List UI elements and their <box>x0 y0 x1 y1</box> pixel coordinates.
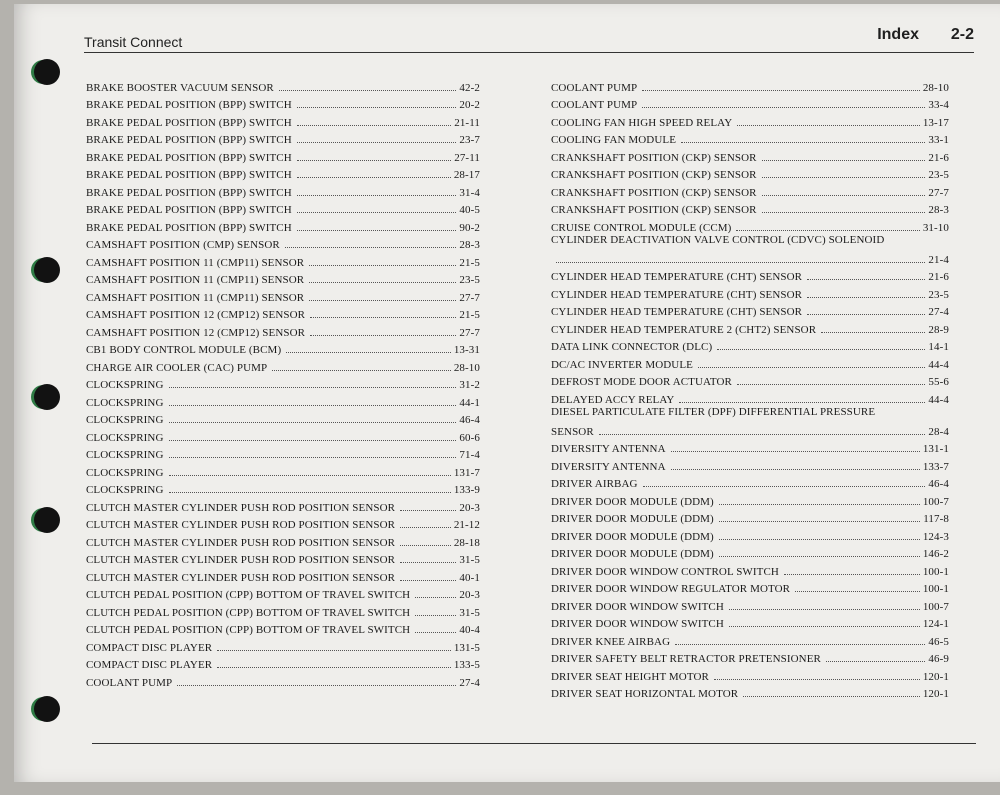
dot-leader <box>784 573 920 575</box>
index-term-continued: SENSOR <box>551 425 594 438</box>
dot-leader <box>217 666 451 668</box>
index-entry <box>551 283 949 301</box>
index-term: DRIVER DOOR MODULE (DDM) <box>551 513 714 525</box>
index-entry <box>86 619 480 637</box>
index-term: COOLING FAN MODULE <box>551 134 677 146</box>
dot-leader <box>762 194 926 196</box>
dot-leader <box>795 590 920 592</box>
dot-leader <box>719 555 920 557</box>
index-page-ref: 23-5 <box>459 274 480 286</box>
index-term: COMPACT DISC PLAYER <box>86 659 213 671</box>
index-page-ref: 28-3 <box>928 204 949 216</box>
dot-leader <box>736 229 919 231</box>
dot-leader <box>719 538 920 540</box>
index-page-ref: 133-9 <box>453 484 480 496</box>
index-page-ref: 28-4 <box>928 425 949 438</box>
index-entry <box>86 94 480 112</box>
index-page-ref: 31-4 <box>459 186 480 199</box>
index-entry <box>86 269 480 287</box>
dot-leader <box>400 561 456 563</box>
index-page-ref: 27-7 <box>459 326 480 339</box>
index-page-ref: 40-1 <box>459 571 480 584</box>
index-entry <box>86 566 480 584</box>
dot-leader <box>400 509 456 511</box>
index-entry <box>86 76 480 94</box>
dot-leader <box>400 579 456 581</box>
index-page-ref: 44-4 <box>928 358 949 371</box>
index-page-ref: 21-6 <box>928 271 949 283</box>
index-term: BRAKE PEDAL POSITION (BPP) SWITCH <box>86 134 292 146</box>
index-page-ref: 27-4 <box>928 306 949 318</box>
index-entry <box>86 356 480 374</box>
index-page-ref: 133-7 <box>922 460 949 473</box>
index-entry <box>86 531 480 549</box>
index-entry <box>86 216 480 234</box>
index-page-ref: 31-5 <box>459 606 480 619</box>
dot-leader <box>400 526 451 528</box>
dot-leader <box>169 404 457 406</box>
index-page-ref: 42-2 <box>459 81 480 94</box>
index-entry <box>551 578 949 596</box>
index-term: CLUTCH PEDAL POSITION (CPP) BOTTOM OF TRAVEL SWITCH <box>86 606 411 619</box>
index-column-right <box>551 76 949 700</box>
index-entry <box>86 444 480 462</box>
index-entry <box>551 164 949 182</box>
index-page-ref: 23-7 <box>459 134 480 146</box>
dot-leader <box>309 281 456 283</box>
index-term: BRAKE PEDAL POSITION (BPP) SWITCH <box>86 116 292 129</box>
index-term: COOLANT PUMP <box>551 81 638 94</box>
index-entry <box>551 406 949 438</box>
index-entry <box>551 234 949 266</box>
dot-leader <box>671 468 920 470</box>
dot-leader <box>807 296 925 298</box>
index-page-ref: 71-4 <box>459 449 480 461</box>
index-page-ref: 33-1 <box>928 134 949 146</box>
dot-leader <box>297 159 451 161</box>
index-term: CYLINDER HEAD TEMPERATURE (CHT) SENSOR <box>551 288 803 301</box>
dot-leader <box>642 106 925 108</box>
dot-leader <box>698 366 925 368</box>
index-page-ref: 23-5 <box>928 288 949 301</box>
index-term: CAMSHAFT POSITION 12 (CMP12) SENSOR <box>86 326 306 339</box>
index-page-ref: 120-1 <box>922 688 949 700</box>
index-page-ref: 46-4 <box>928 478 949 490</box>
index-term: CLOCKSPRING <box>86 484 164 496</box>
index-page-ref: 100-7 <box>922 495 949 508</box>
dot-leader <box>671 450 920 452</box>
index-page-ref: 28-10 <box>922 81 949 94</box>
index-entry <box>86 286 480 304</box>
index-entry <box>86 251 480 269</box>
index-page-ref: 20-3 <box>459 501 480 514</box>
dot-leader <box>821 331 925 333</box>
index-term: CLUTCH MASTER CYLINDER PUSH ROD POSITION SENSOR <box>86 536 396 549</box>
index-entry <box>551 438 949 456</box>
index-term: DIVERSITY ANTENNA <box>551 460 666 473</box>
index-term: BRAKE PEDAL POSITION (BPP) SWITCH <box>86 169 292 181</box>
index-page-ref: 117-8 <box>923 513 949 525</box>
index-term: CLOCKSPRING <box>86 379 164 391</box>
index-page-ref: 27-4 <box>459 676 480 689</box>
index-page-ref: 28-10 <box>453 361 480 374</box>
index-entry <box>86 304 480 322</box>
dot-leader <box>681 141 925 143</box>
index-term: CRANKSHAFT POSITION (CKP) SENSOR <box>551 186 757 199</box>
binder-hole <box>34 257 60 283</box>
dot-leader <box>297 141 457 143</box>
dot-leader <box>415 631 456 633</box>
index-term: COOLANT PUMP <box>551 99 638 111</box>
index-entry <box>551 665 949 683</box>
dot-leader <box>217 649 451 651</box>
dot-leader <box>415 614 456 616</box>
index-page-ref: 14-1 <box>928 341 949 353</box>
index-entry <box>86 146 480 164</box>
index-term: CAMSHAFT POSITION 12 (CMP12) SENSOR <box>86 309 306 321</box>
index-page-ref: 13-17 <box>922 116 949 129</box>
dot-leader <box>679 401 925 403</box>
index-term: CLUTCH PEDAL POSITION (CPP) BOTTOM OF TRAVEL SWITCH <box>86 589 411 601</box>
page-number: 2-2 <box>950 26 974 43</box>
section-label: Index <box>877 26 919 43</box>
index-entry <box>551 94 949 112</box>
index-entry <box>86 339 480 357</box>
dot-leader <box>310 334 456 336</box>
index-entry <box>551 508 949 526</box>
binder-hole <box>34 59 60 85</box>
index-term: CRANKSHAFT POSITION (CKP) SENSOR <box>551 151 757 164</box>
dot-leader <box>309 299 456 301</box>
index-page-ref: 23-5 <box>928 169 949 181</box>
index-term: DRIVER SAFETY BELT RETRACTOR PRETENSIONER <box>551 653 821 665</box>
index-term: DATA LINK CONNECTOR (DLC) <box>551 341 713 353</box>
dot-leader <box>400 544 451 546</box>
dot-leader <box>762 159 926 161</box>
dot-leader <box>643 485 926 487</box>
dot-leader <box>286 351 451 353</box>
index-page-ref: 131-7 <box>453 466 480 479</box>
index-entry <box>551 613 949 631</box>
dot-leader <box>297 124 451 126</box>
index-term: BRAKE PEDAL POSITION (BPP) SWITCH <box>86 221 292 234</box>
index-page-ref: 27-7 <box>928 186 949 199</box>
index-entry <box>551 301 949 319</box>
index-entry <box>551 683 949 701</box>
index-term: BRAKE PEDAL POSITION (BPP) SWITCH <box>86 151 292 164</box>
dot-leader <box>719 520 920 522</box>
dot-leader <box>737 124 920 126</box>
index-page-ref: 27-7 <box>459 291 480 304</box>
dot-leader <box>675 643 925 645</box>
index-term: COOLING FAN HIGH SPEED RELAY <box>551 116 733 129</box>
index-term: DELAYED ACCY RELAY <box>551 393 675 406</box>
dot-leader <box>309 264 456 266</box>
dot-leader <box>169 491 451 493</box>
index-page-ref: 124-3 <box>922 530 949 543</box>
index-entry <box>86 636 480 654</box>
dot-leader <box>310 316 456 318</box>
binder-hole <box>34 384 60 410</box>
dot-leader <box>826 660 925 662</box>
index-entry <box>551 648 949 666</box>
footer-rule <box>92 743 976 744</box>
index-page-ref: 60-6 <box>459 431 480 444</box>
index-term: CLOCKSPRING <box>86 431 164 444</box>
index-term: CAMSHAFT POSITION 11 (CMP11) SENSOR <box>86 256 305 269</box>
index-column-left <box>86 76 480 689</box>
index-page-ref: 31-5 <box>459 554 480 566</box>
dot-leader <box>169 456 457 458</box>
dot-leader <box>297 176 451 178</box>
index-entry <box>86 479 480 497</box>
index-entry <box>86 601 480 619</box>
index-entry <box>551 473 949 491</box>
index-entry <box>551 336 949 354</box>
index-term: CAMSHAFT POSITION 11 (CMP11) SENSOR <box>86 291 305 304</box>
index-entry <box>86 234 480 252</box>
index-term: BRAKE PEDAL POSITION (BPP) SWITCH <box>86 204 292 216</box>
index-page-ref: 13-31 <box>453 344 480 356</box>
dot-leader <box>297 229 457 231</box>
dot-leader <box>285 246 457 248</box>
index-page-ref: 40-4 <box>459 624 480 636</box>
index-page-ref: 44-4 <box>928 393 949 406</box>
index-entry <box>86 654 480 672</box>
index-term: CAMSHAFT POSITION 11 (CMP11) SENSOR <box>86 274 305 286</box>
index-entry <box>86 461 480 479</box>
index-page-ref: 31-10 <box>922 221 949 234</box>
index-page-ref: 40-5 <box>459 204 480 216</box>
index-page-ref: 124-1 <box>922 618 949 630</box>
index-term: CLUTCH MASTER CYLINDER PUSH ROD POSITION SENSOR <box>86 519 396 531</box>
index-page-ref: 131-1 <box>922 443 949 455</box>
index-term: CLUTCH MASTER CYLINDER PUSH ROD POSITION SENSOR <box>86 554 396 566</box>
index-page-ref: 44-1 <box>459 396 480 409</box>
dot-leader <box>807 278 925 280</box>
index-term: CLOCKSPRING <box>86 414 164 426</box>
index-entry <box>86 374 480 392</box>
index-entry <box>86 164 480 182</box>
index-term: BRAKE BOOSTER VACUUM SENSOR <box>86 81 274 94</box>
index-page-ref: 100-1 <box>922 565 949 578</box>
index-term: CLUTCH MASTER CYLINDER PUSH ROD POSITION SENSOR <box>86 571 396 584</box>
index-term: CLUTCH MASTER CYLINDER PUSH ROD POSITION SENSOR <box>86 501 396 514</box>
index-page-ref: 31-2 <box>459 379 480 391</box>
index-page-ref: 46-9 <box>928 653 949 665</box>
index-page-ref: 55-6 <box>928 376 949 388</box>
index-term: DIVERSITY ANTENNA <box>551 443 666 455</box>
index-page-ref: 146-2 <box>922 548 949 560</box>
index-term: CYLINDER DEACTIVATION VALVE CONTROL (CDVC) SOLENOID <box>551 233 885 246</box>
index-term: DRIVER KNEE AIRBAG <box>551 635 671 648</box>
index-entry <box>86 321 480 339</box>
index-entry <box>86 129 480 147</box>
dot-leader <box>807 313 925 315</box>
index-page-ref: 20-2 <box>459 99 480 111</box>
index-entry <box>551 595 949 613</box>
dot-leader <box>719 503 920 505</box>
dot-leader <box>272 369 451 371</box>
index-entry <box>86 496 480 514</box>
index-entry <box>551 266 949 284</box>
index-page-ref: 100-1 <box>922 583 949 595</box>
dot-leader <box>737 383 925 385</box>
index-entry <box>551 371 949 389</box>
dot-leader <box>762 211 926 213</box>
index-term: CLUTCH PEDAL POSITION (CPP) BOTTOM OF TRAVEL SWITCH <box>86 624 411 636</box>
index-term: COMPACT DISC PLAYER <box>86 641 213 654</box>
page-header <box>84 26 974 53</box>
index-entry <box>551 525 949 543</box>
index-page-ref: 133-5 <box>453 659 480 671</box>
index-entry <box>551 455 949 473</box>
index-entry <box>551 560 949 578</box>
index-term: BRAKE PEDAL POSITION (BPP) SWITCH <box>86 186 292 199</box>
index-term: COOLANT PUMP <box>86 676 173 689</box>
dot-leader <box>729 625 920 627</box>
index-entry <box>551 216 949 234</box>
index-entry <box>86 111 480 129</box>
dot-leader <box>279 89 457 91</box>
index-page-ref: 21-4 <box>928 253 949 266</box>
index-term: CHARGE AIR COOLER (CAC) PUMP <box>86 361 268 374</box>
index-entry <box>551 353 949 371</box>
index-page-ref: 90-2 <box>459 221 480 234</box>
index-term: CLOCKSPRING <box>86 396 164 409</box>
index-entry <box>86 549 480 567</box>
index-entry <box>551 146 949 164</box>
dot-leader <box>297 211 457 213</box>
index-entry <box>551 543 949 561</box>
index-entry <box>551 388 949 406</box>
index-entry <box>86 199 480 217</box>
index-entry <box>86 409 480 427</box>
index-entry <box>551 318 949 336</box>
index-page-ref: 21-6 <box>928 151 949 164</box>
index-term: DRIVER SEAT HORIZONTAL MOTOR <box>551 688 739 700</box>
index-term: CAMSHAFT POSITION (CMP) SENSOR <box>86 239 280 251</box>
index-page-ref: 120-1 <box>922 670 949 683</box>
index-entry <box>551 490 949 508</box>
dot-leader <box>717 348 925 350</box>
index-term: DEFROST MODE DOOR ACTUATOR <box>551 376 732 388</box>
dot-leader <box>177 684 456 686</box>
index-term: DRIVER DOOR WINDOW SWITCH <box>551 600 724 613</box>
dot-leader <box>599 433 926 435</box>
index-term: CB1 BODY CONTROL MODULE (BCM) <box>86 344 282 356</box>
index-page-ref: 28-9 <box>928 323 949 336</box>
document-title: Transit Connect <box>84 34 183 50</box>
index-page-ref: 100-7 <box>922 600 949 613</box>
index-term: CYLINDER HEAD TEMPERATURE (CHT) SENSOR <box>551 306 803 318</box>
dot-leader <box>297 194 457 196</box>
index-page-ref: 28-17 <box>453 169 480 181</box>
index-page-ref: 33-4 <box>928 99 949 111</box>
index-term: DRIVER AIRBAG <box>551 478 638 490</box>
dot-leader <box>642 89 920 91</box>
binder-hole <box>34 696 60 722</box>
binder-hole <box>34 507 60 533</box>
index-entry <box>551 129 949 147</box>
index-page-ref: 21-5 <box>459 256 480 269</box>
index-entry <box>86 391 480 409</box>
dot-leader <box>169 474 451 476</box>
index-entry <box>86 181 480 199</box>
index-page-ref: 21-5 <box>459 309 480 321</box>
dot-leader <box>743 695 920 697</box>
index-page-ref: 27-11 <box>454 151 480 164</box>
index-term: DRIVER DOOR MODULE (DDM) <box>551 495 714 508</box>
index-page-ref: 20-3 <box>459 589 480 601</box>
index-entry <box>86 671 480 689</box>
index-entry <box>551 76 949 94</box>
index-page-ref: 21-11 <box>454 116 480 129</box>
index-entry <box>551 199 949 217</box>
index-entry <box>86 426 480 444</box>
index-term: DRIVER DOOR WINDOW SWITCH <box>551 618 724 630</box>
index-term: DC/AC INVERTER MODULE <box>551 358 693 371</box>
index-entry <box>86 514 480 532</box>
index-entry <box>551 111 949 129</box>
index-page-ref: 46-4 <box>459 414 480 426</box>
dot-leader <box>556 261 925 263</box>
index-entry <box>551 181 949 199</box>
index-term: DRIVER DOOR MODULE (DDM) <box>551 548 714 560</box>
dot-leader <box>415 596 456 598</box>
index-page-ref: 28-3 <box>459 239 480 251</box>
index-page-ref: 21-12 <box>453 519 480 531</box>
index-term: CRUISE CONTROL MODULE (CCM) <box>551 221 732 234</box>
dot-leader <box>729 608 920 610</box>
dot-leader <box>297 106 457 108</box>
index-page-ref: 46-5 <box>928 635 949 648</box>
index-term: CLOCKSPRING <box>86 449 164 461</box>
index-term: BRAKE PEDAL POSITION (BPP) SWITCH <box>86 99 292 111</box>
dot-leader <box>762 176 926 178</box>
dot-leader <box>714 678 920 680</box>
index-term: DRIVER DOOR WINDOW CONTROL SWITCH <box>551 565 779 578</box>
index-term: DRIVER DOOR WINDOW REGULATOR MOTOR <box>551 583 791 595</box>
index-entry <box>86 584 480 602</box>
dot-leader <box>169 386 457 388</box>
index-page-ref: 28-18 <box>453 536 480 549</box>
index-term: CYLINDER HEAD TEMPERATURE 2 (CHT2) SENSOR <box>551 323 817 336</box>
index-term: CRANKSHAFT POSITION (CKP) SENSOR <box>551 204 757 216</box>
dot-leader <box>169 439 457 441</box>
index-page-ref: 131-5 <box>453 641 480 654</box>
index-term: CLOCKSPRING <box>86 466 164 479</box>
index-term: DIESEL PARTICULATE FILTER (DPF) DIFFERENTIAL PRESSURE <box>551 405 876 418</box>
index-term: CRANKSHAFT POSITION (CKP) SENSOR <box>551 169 757 181</box>
index-entry <box>551 630 949 648</box>
index-term: CYLINDER HEAD TEMPERATURE (CHT) SENSOR <box>551 271 803 283</box>
index-term: DRIVER SEAT HEIGHT MOTOR <box>551 670 709 683</box>
dot-leader <box>169 421 457 423</box>
index-term: DRIVER DOOR MODULE (DDM) <box>551 530 714 543</box>
